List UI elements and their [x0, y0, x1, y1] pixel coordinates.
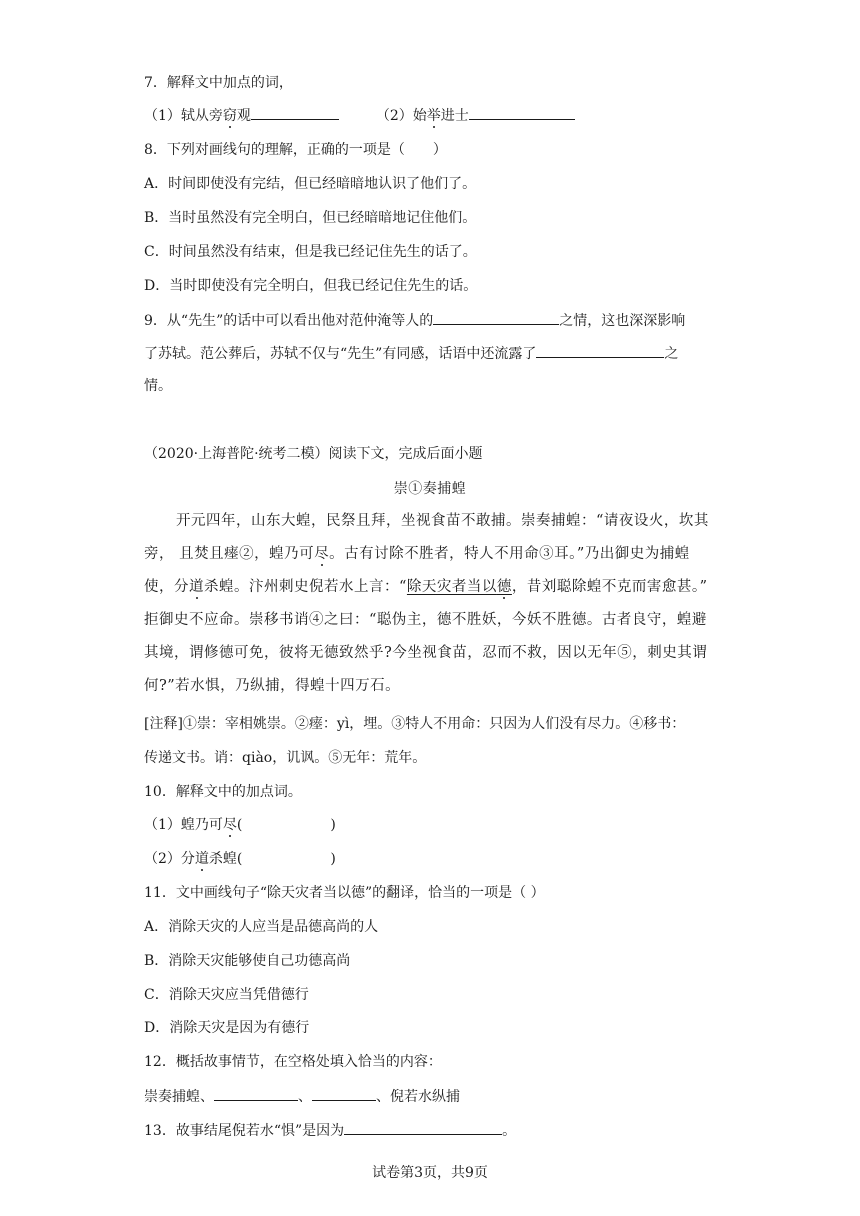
answer-blank-7-1[interactable]	[251, 105, 339, 120]
q11-option-c[interactable]: C．消除天灾应当凭借德行	[144, 987, 309, 1003]
q8-stem: 8．下列对画线句的理解，正确的一项是（ ）	[144, 142, 447, 158]
q7-subquestions: （1）轼从旁窃观 （2）始举进士	[144, 105, 575, 126]
answer-blank-9-1[interactable]	[433, 310, 559, 325]
answer-blank-12-2[interactable]	[312, 1086, 376, 1101]
dotted-char: 尽	[222, 817, 237, 833]
dotted-char: 道	[189, 579, 204, 595]
q10-sub-1: （1）蝗乃可尽( )	[144, 817, 336, 833]
answer-blank-9-2[interactable]	[536, 343, 664, 358]
q9-line-1: 9．从“先生”的话中可以看出他对范仲淹等人的 之情，这也深深影响	[144, 310, 685, 331]
underlined-sentence: 除天灾者当以德	[406, 579, 512, 595]
q8-option-b[interactable]: B．当时虽然没有完全明白，但已经暗暗地记住他们。	[144, 210, 477, 226]
q11-option-a[interactable]: A．消除天灾的人应当是品德高尚的人	[144, 919, 379, 935]
passage-line-1: 开元四年，山东大蝗，民祭且拜，坐视食苗不敢捕。崇奏捕蝗：“请夜设火，坎其	[176, 513, 709, 529]
answer-blank-12-1[interactable]	[214, 1086, 298, 1101]
notes-line-1: [注释]①崇：宰相姚崇。②瘗：yì，埋。③特人不用命：只因为人们没有尽力。④移书：	[144, 716, 686, 732]
passage-source: （2020·上海普陀·统考二模）阅读下文，完成后面小题	[144, 446, 483, 462]
q12-answer-line: 崇奏捕蝗、 、 、倪若水纵捕	[144, 1086, 460, 1107]
q13-line: 13．故事结尾倪若水“惧”是因为 。	[144, 1120, 516, 1141]
q11-stem: 11．文中画线句子“除天灾者当以德”的翻译，恰当的一项是（ ）	[144, 885, 545, 901]
q12-stem: 12．概括故事情节，在空格处填入恰当的内容：	[144, 1054, 442, 1070]
notes-line-2: 传递文书。诮：qiào，讥讽。⑤无年：荒年。	[144, 750, 427, 766]
page-footer: 试卷第3页，共9页	[372, 1165, 488, 1181]
q7-stem: 7．解释文中加点的词，	[144, 75, 293, 91]
q9-line-3: 情。	[144, 378, 172, 394]
q11-option-d[interactable]: D．消除天灾是因为有德行	[144, 1020, 310, 1036]
q10-stem: 10．解释文中的加点词。	[144, 784, 302, 800]
q8-option-c[interactable]: C．时间虽然没有结束，但是我已经记住先生的话了。	[144, 244, 477, 260]
passage-title: 崇①奏捕蝗	[393, 481, 467, 497]
q10-sub-2: （2）分道杀蝗( )	[144, 851, 336, 867]
q8-option-d[interactable]: D．当时即使没有完全明白，但我已经记住先生的话。	[144, 278, 478, 294]
dotted-char: 尽	[314, 546, 330, 562]
dotted-char: 道	[194, 851, 209, 867]
passage-line-5: 其境，谓修德可免，彼将无德致然乎?今坐视食苗，忍而不救，因以无年⑤，刺史其谓	[144, 645, 708, 661]
dotted-char: 窃	[222, 108, 237, 124]
dotted-char: 举	[426, 108, 441, 124]
q11-option-b[interactable]: B．消除天灾能够使自己功德高尚	[144, 953, 351, 969]
passage-line-6: 何?”若水惧，乃纵捕，得蝗十四万石。	[144, 678, 401, 694]
q8-option-a[interactable]: A．时间即使没有完结，但已经暗暗地认识了他们了。	[144, 176, 477, 192]
passage-line-4: 拒御史不应命。崇移书诮④之曰：“聪伪主，德不胜妖，今妖不胜德。古者良守，蝗避	[144, 612, 707, 628]
passage-line-3: 使，分道杀蝗。汴州刺史倪若水上言：“除天灾者当以德，昔刘聪除蝗不克而害愈甚。”	[144, 579, 708, 595]
q9-line-2: 了苏轼。范公葬后，苏轼不仅与“先生”有同感，话语中还流露了 之	[144, 343, 678, 364]
dotted-char: 德	[496, 579, 512, 595]
answer-blank-13[interactable]	[344, 1120, 502, 1135]
answer-blank-7-2[interactable]	[469, 105, 575, 120]
passage-line-2: 旁， 且焚且瘗②，蝗乃可尽。古有讨除不胜者，特人不用命③耳。”乃出御史为捕蝗	[144, 546, 690, 562]
